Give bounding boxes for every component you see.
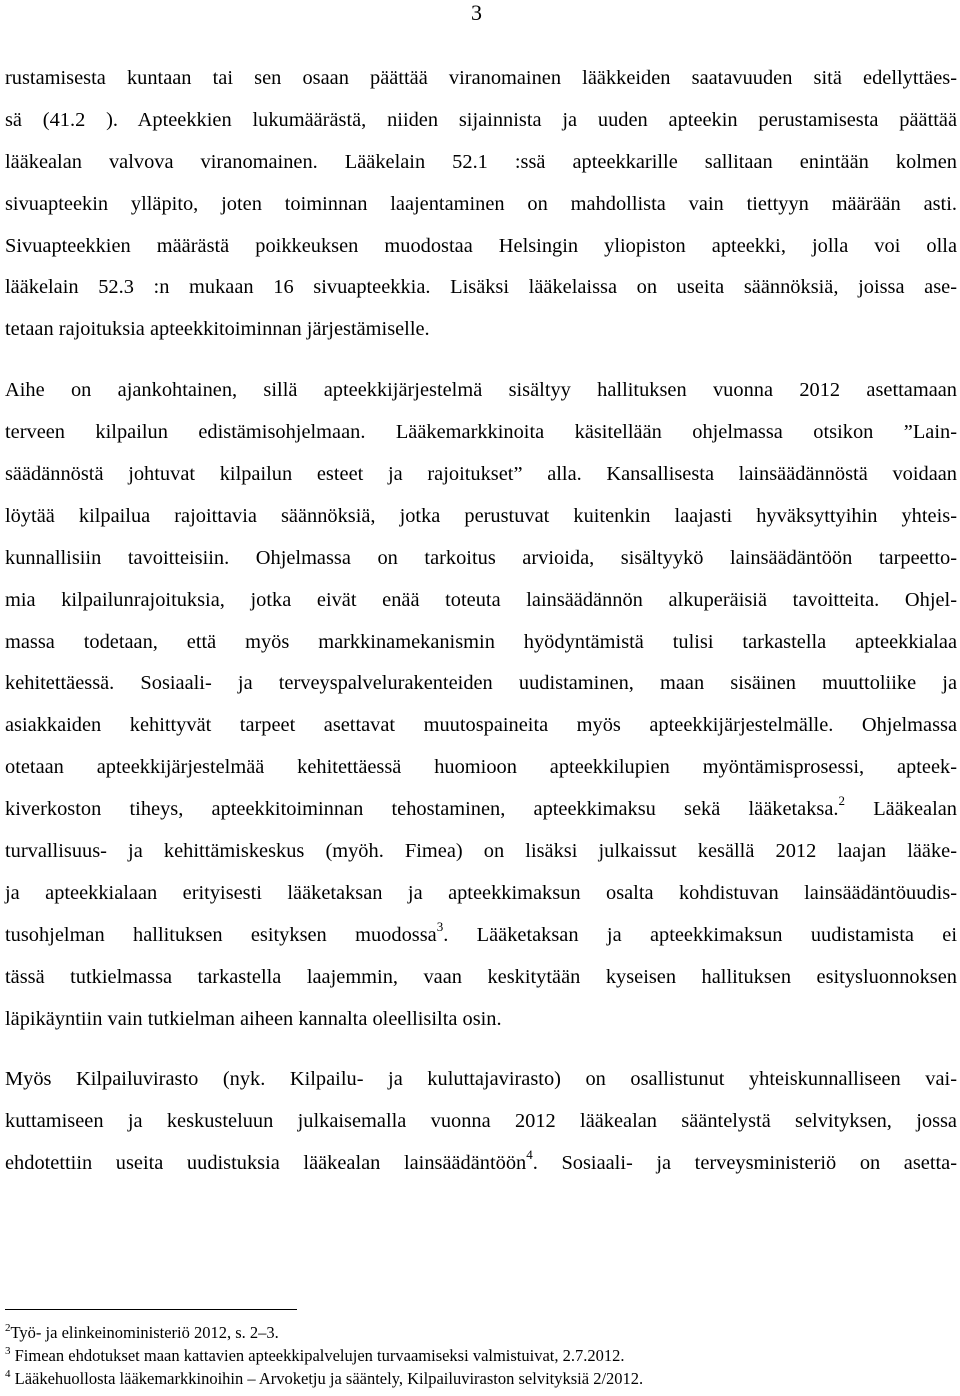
footnote-ref[interactable]: 4 [526, 1147, 533, 1163]
page-number: 3 [471, 0, 482, 25]
footnote-number: 2 [5, 1321, 11, 1334]
footnote-number: 4 [5, 1367, 11, 1380]
text-line: Myös Kilpailuvirasto (nyk. Kilpailu- ja kuluttajavirasto) on osallistunut yhteiskunnalliseen vai- [5, 1068, 957, 1091]
footnotes [5, 1321, 957, 1390]
footnote-text: Työ- ja elinkeinoministeriö 2012, s. 2–3. [10, 1323, 279, 1342]
footnote [5, 1321, 957, 1344]
text-line: läpikäyntiin vain tutkielman aiheen kannalta oleellisilta osin. [5, 1007, 502, 1030]
text-line-part: Lääkealan [845, 798, 957, 821]
footnote-text: Fimean ehdotukset maan kattavien apteekkipalvelujen turvaamiseksi valmistuivat, 2.7.2012. [10, 1346, 625, 1365]
text-line-part: . Sosiaali- ja terveysministeriö on asetta- [532, 1152, 957, 1175]
footnote-number: 3 [5, 1344, 11, 1357]
paragraph-1 [5, 58, 957, 351]
footnote [5, 1344, 957, 1367]
text-line: säädännöstä johtuvat kilpailun esteet ja rajoitukset” alla. Kansallisesta lainsäädännöstä voidaan [5, 463, 957, 486]
footnote-ref[interactable]: 3 [436, 919, 444, 935]
text-line: ja apteekkialaan erityisesti lääketaksan ja apteekkimaksun osalta kohdistuvan lainsäädäntöuudis- [5, 881, 957, 904]
text-line: Sivuapteekkien määrästä poikkeuksen muodostaa Helsingin yliopiston apteekki, jolla voi olla [5, 234, 957, 257]
text-line: rustamisesta kuntaan tai sen osaan päättää viranomainen lääkkeiden saatavuuden sitä edellyttäes- [5, 67, 957, 89]
text-line [5, 1143, 957, 1185]
paragraph-2 [5, 370, 957, 1040]
text-line: sivuapteekin ylläpito, joten toiminnan laajentaminen on mahdollista vain tiettyyn määrään asti. [5, 192, 957, 215]
footnote-text: Lääkehuollosta lääkemarkkinoihin – Arvoketju ja sääntely, Kilpailuviraston selvityksiä 2/2012. [10, 1369, 644, 1388]
text-line: kehitettäessä. Sosiaali- ja terveyspalvelurakenteiden uudistaminen, maan sisäinen muuttoliike ja [5, 672, 957, 695]
text-line-part: kiverkoston tiheys, apteekkitoiminnan tehostaminen, apteekkimaksu sekä lääketaksa. [5, 798, 839, 821]
text-line-part: ehdotettiin useita uudistuksia lääkealan lainsäädäntöön [5, 1152, 527, 1175]
body-text [5, 58, 957, 1185]
text-line: tässä tutkielmassa tarkastella laajemmin, vaan keskitytään kyseisen hallituksen esitysluonnoksen [5, 965, 957, 988]
text-line: Aihe on ajankohtainen, sillä apteekkijärjestelmä sisältyy hallituksen vuonna 2012 asettamaan [5, 379, 957, 402]
text-line: lääkelain 52.3 :n mukaan 16 sivuapteekkia. Lisäksi lääkelaissa on useita säännöksiä, joissa ase- [5, 276, 957, 299]
text-line: otetaan apteekkijärjestelmää kehitettäessä huomioon apteekkilupien myöntämisprosessi, apteek- [5, 756, 957, 779]
text-line: kunnallisiin tavoitteisiin. Ohjelmassa on tarkoitus arvioida, sisältyykö lainsäädäntöön tarpeetto- [5, 546, 957, 569]
footnote [5, 1367, 957, 1390]
footnote-separator [5, 1309, 297, 1310]
text-line [5, 915, 957, 957]
text-line: turvallisuus- ja kehittämiskeskus (myöh. Fimea) on lisäksi julkaissut kesällä 2012 laajan lääke- [5, 840, 957, 863]
text-line: lääkealan valvova viranomainen. Lääkelain 52.1 :ssä apteekkarille sallitaan enintään kolmen [5, 150, 957, 173]
text-line-part: tusohjelman hallituksen esityksen muodossa [5, 923, 437, 946]
text-line: löytää kilpailua rajoittavia säännöksiä, jotka perustuvat kuitenkin laajasti hyväksyttyihin yhteis- [5, 504, 957, 527]
text-line: massa todetaan, että myös markkinamekanismin hyödyntämistä tulisi tarkastella apteekkialaa [5, 630, 957, 653]
footnote-ref[interactable]: 2 [838, 793, 845, 809]
text-line: terveen kilpailun edistämisohjelmaan. Lääkemarkkinoita käsitellään ohjelmassa otsikon ”Lain- [5, 421, 957, 444]
text-line: asiakkaiden kehittyvät tarpeet asettavat muutospaineita myös apteekkijärjestelmälle. Ohjelmassa [5, 714, 957, 737]
text-line-part: . Lääketaksan ja apteekkimaksun uudistamista ei [443, 923, 957, 946]
paragraph-3 [5, 1059, 957, 1185]
text-line: sä (41.2 ). Apteekkien lukumäärästä, niiden sijainnista ja uuden apteekin perustamisesta päättää [5, 108, 957, 131]
text-line: tetaan rajoituksia apteekkitoiminnan järjestämiselle. [5, 318, 430, 341]
text-line [5, 789, 957, 831]
text-line: kuttamiseen ja keskusteluun julkaisemalla vuonna 2012 lääkealan sääntelystä selvityksen, jossa [5, 1110, 957, 1133]
text-line: mia kilpailunrajoituksia, jotka eivät enää toteuta lainsäädännön alkuperäisiä tavoitteita. Ohjel- [5, 588, 957, 611]
